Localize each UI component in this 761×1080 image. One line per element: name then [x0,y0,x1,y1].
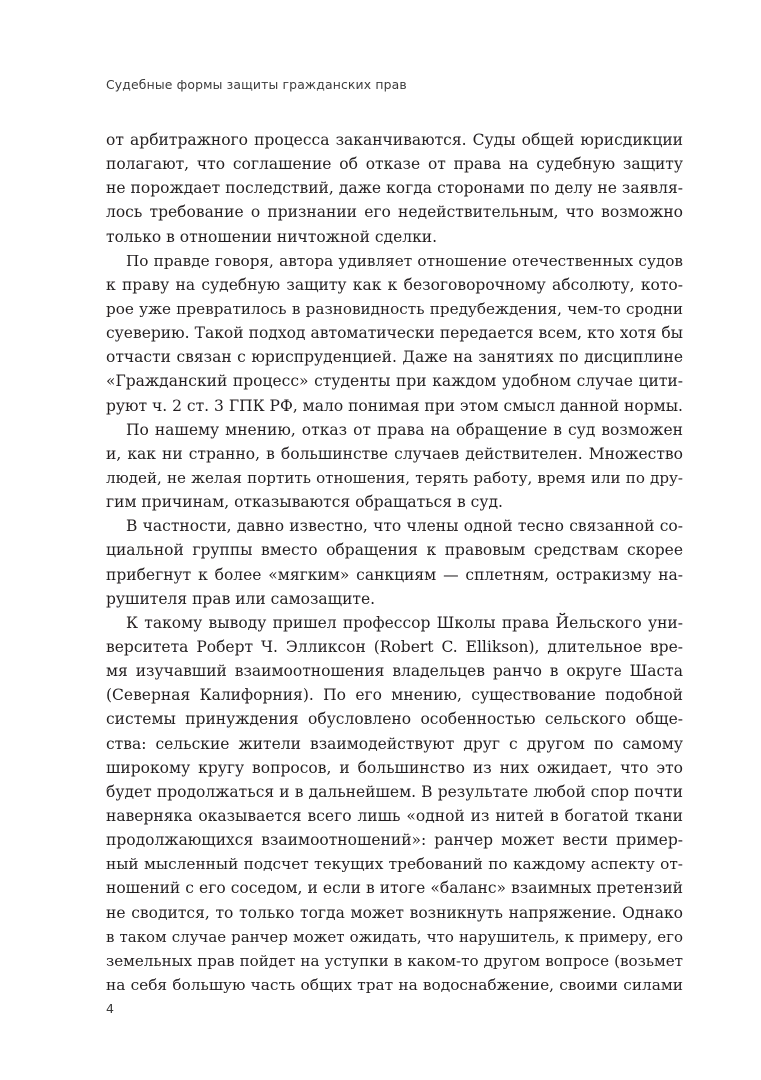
text-line: системы принуждения обусловлено особенностью сельского обще- [106,710,683,729]
text-line: наверняка оказывается всего лишь «одной из нитей в богатой ткани [106,806,683,825]
text-line: лось требование о признании его недействительным, что возможно [106,203,683,222]
text-line: к праву на судебную защиту как к безоговорочному абсолюту, кото- [106,275,683,294]
text-line: не сводится, то только тогда может возникнуть напряжение. Однако [106,903,683,922]
paragraph [106,128,683,249]
text-line: В частности, давно известно, что члены одной тесно связанной со- [126,517,683,536]
text-line: от арбитражного процесса заканчиваются. Суды общей юрисдикции [106,131,683,149]
text-line: ства: сельские жители взаимодействуют друг с другом по самому [106,734,683,753]
text-line: широкому кругу вопросов, и большинство из них ожидает, что это [106,758,683,777]
paragraph [106,418,683,515]
text-line: К такому выводу пришел профессор Школы права Йельского уни- [126,613,683,632]
text-line: По нашему мнению, отказ от права на обращение в суд возможен [126,420,683,439]
text-line: рушителя прав или самозащите. [106,589,376,608]
text-line: верситета Роберт Ч. Элликсон (Robert C. Ellikson), длительное вре- [106,637,683,656]
text-line: (Северная Калифорния). По его мнению, существование подобной [106,686,683,705]
text-line: будет продолжаться и в дальнейшем. В результате любой спор почти [106,782,683,801]
paragraph [106,249,683,418]
text-line: не порождает последствий, даже когда сторонами по делу не заявля- [106,179,683,198]
text-line: прибегнут к более «мягким» санкциям — сплетням, остракизму на- [106,565,683,584]
text-line: мя изучавший взаимоотношения владельцев ранчо в округе Шаста [106,662,683,681]
text-line: ношений с его соседом, и если в итоге «баланс» взаимных претензий [106,879,683,898]
text-line: ный мысленный подсчет текущих требований по каждому аспекту от- [106,855,683,874]
text-line: на себя большую часть общих трат на водоснабжение, своими силами [106,975,683,994]
running-head: Судебные формы защиты гражданских прав [106,77,407,92]
text-line: земельных прав пойдет на уступки в каком-то другом вопросе (возьмет [106,951,683,970]
text-line: только в отношении ничтожной сделки. [106,227,438,246]
page-number: 4 [106,1001,114,1016]
text-line: суеверию. Такой подход автоматически передается всем, кто хотя бы [106,324,683,343]
text-line: полагают, что соглашение об отказе от права на судебную защиту [106,155,683,174]
text-line: «Гражданский процесс» студенты при каждом удобном случае цити- [106,372,683,391]
paragraph [106,611,683,997]
text-line: циальной группы вместо обращения к правовым средствам скорее [106,541,683,560]
text-line: рое уже превратилось в разновидность предубеждения, чем-то сродни [106,299,683,318]
body-text [106,128,683,997]
text-line: отчасти связан с юриспруденцией. Даже на занятиях по дисциплине [106,348,683,367]
text-line: людей, не желая портить отношения, терять работу, время или по дру- [106,468,683,487]
text-line: и, как ни странно, в большинстве случаев действителен. Множество [106,444,683,463]
text-line: руют ч. 2 ст. 3 ГПК РФ, мало понимая при этом смысл данной нормы. [106,396,683,415]
text-line: По правде говоря, автора удивляет отношение отечественных судов [126,251,683,270]
text-line: продолжающихся взаимоотношений»: ранчер может вести пример- [106,831,683,850]
paragraph [106,514,683,611]
text-line: гим причинам, отказываются обращаться в суд. [106,493,503,512]
text-line: в таком случае ранчер может ожидать, что нарушитель, к примеру, его [106,927,683,946]
